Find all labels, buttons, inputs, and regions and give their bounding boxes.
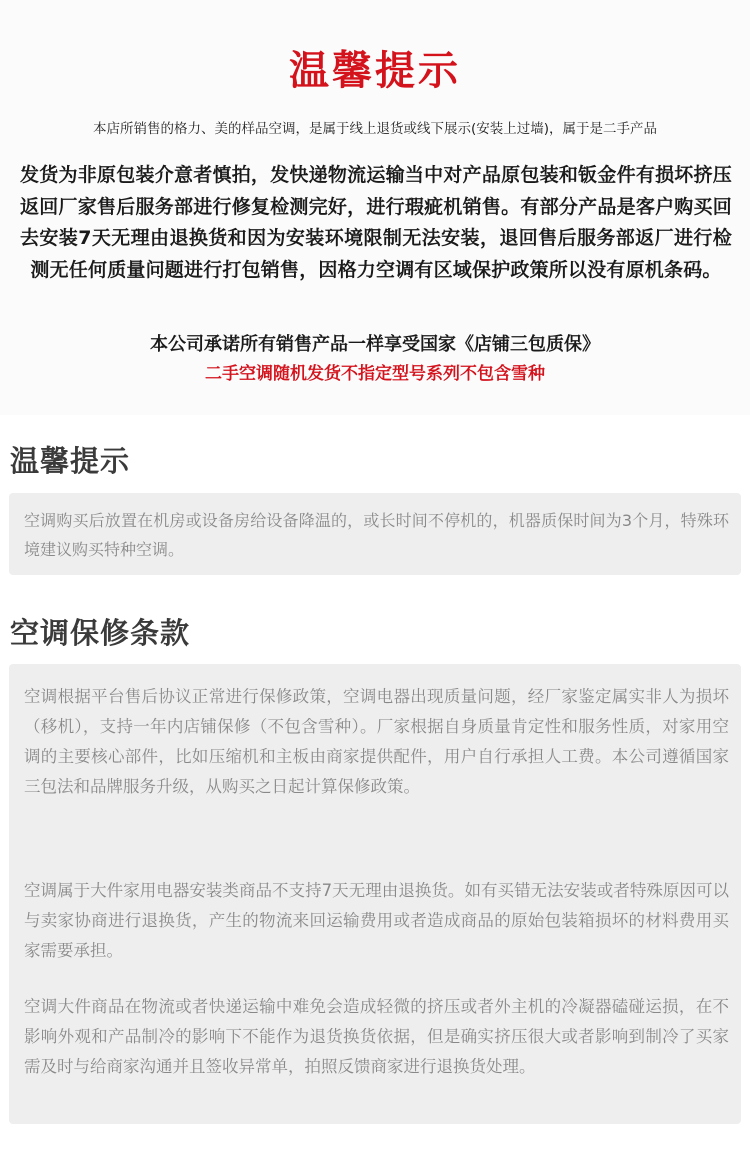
tips-text: 空调购买后放置在机房或设备房给设备降温的，或长时间不停机的，机器质保时间为3个月，特殊环境建议购买特种空调。 xyxy=(24,511,729,559)
warranty-paragraph: 空调根据平台售后协议正常进行保修政策，空调电器出现质量问题，经厂家鉴定属实非人为损坏（移机），支持一年内店铺保修（不包含雪种）。厂家根据自身质量肯定性和服务性质，对家用空调的主要核心部件，比如压缩机和主板由商家提供配件，用户自行承担人工费。本公司遵循国家三包法和品牌服务升级，从购买之日起计算保修政策。 xyxy=(24,687,729,796)
section-title-tips: 温馨提示 xyxy=(10,444,131,478)
warranty-box xyxy=(9,664,741,1124)
notice-banner xyxy=(0,0,750,415)
notice-title: 温馨提示 xyxy=(289,48,461,94)
section-title-warranty: 空调保修条款 xyxy=(10,616,191,650)
tips-box xyxy=(9,493,741,575)
notice-red-warning: 二手空调随机发货不指定型号系列不包含雪种 xyxy=(205,364,545,384)
notice-intro: 本店所销售的格力、美的样品空调，是属于线上退货或线下展示(安装上过墙)，属于是二手产品 xyxy=(92,121,658,137)
notice-promise: 本公司承诺所有销售产品一样享受国家《店铺三包质保》 xyxy=(150,334,600,355)
shipping-damage-paragraph: 空调大件商品在物流或者快递运输中难免会造成轻微的挤压或者外主机的冷凝器磕碰运损，在不影响外观和产品制冷的影响下不能作为退货换货依据，但是确实挤压很大或者影响到制冷了买家需及时与给商家沟通并且签收异常单，拍照反馈商家进行退换货处理。 xyxy=(24,997,729,1076)
notice-body: 发货为非原包装介意者慎拍，发快递物流运输当中对产品原包装和钣金件有损坏挤压返回厂家售后服务部进行修复检测完好，进行瑕疵机销售。有部分产品是客户购买回去安装7天无理由退换货和因为安装环境限制无法安装，退回售后服务部返厂进行检测无任何质量问题进行打包销售，因格力空调有区域保护政策所以没有原机条码。 xyxy=(20,164,732,281)
return-policy-paragraph: 空调属于大件家用电器安装类商品不支持7天无理由退换货。如有买错无法安装或者特殊原因可以与卖家协商进行退换货，产生的物流来回运输费用或者造成商品的原始包装箱损坏的材料费用买家需要承担。 xyxy=(24,881,729,960)
